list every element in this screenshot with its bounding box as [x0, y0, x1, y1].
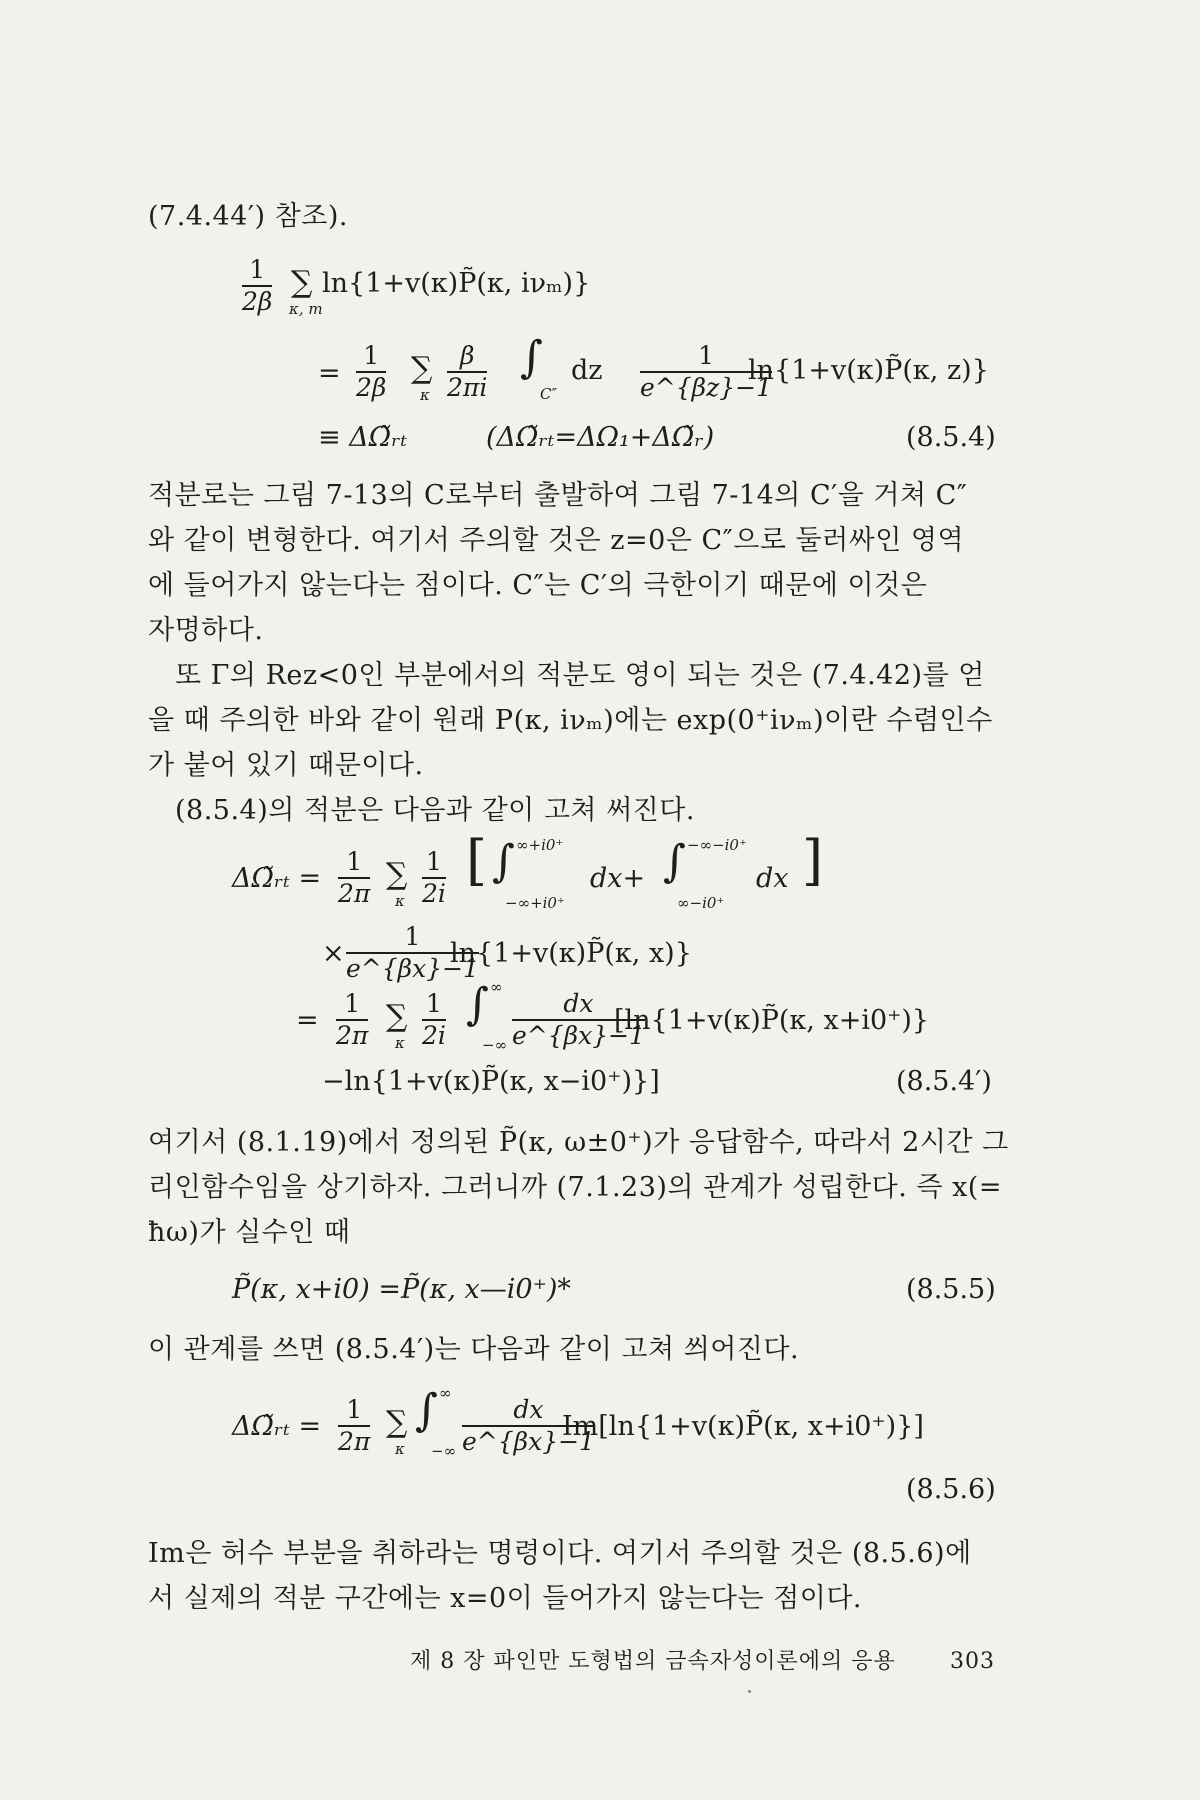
- text-line: 을 때 주의한 바와 같이 원래 P(κ, iνₘ)에는 exp(0⁺iνₘ)이란 수렴인수: [148, 705, 993, 736]
- text-line: Im은 허수 부분을 취하라는 명령이다. 여기서 주의할 것은 (8.5.6)에: [148, 1538, 972, 1569]
- eq2-fraction-f: dx e^{βx}−1: [512, 989, 645, 1051]
- differential: dz: [571, 355, 603, 386]
- eq1-fraction-d: 1 e^{βz}−1: [640, 341, 773, 403]
- left-bracket: [: [466, 829, 488, 892]
- eq2-fraction-c: 1 e^{βx}−1: [346, 922, 479, 984]
- text-line: 적분로는 그림 7-13의 C로부터 출발하여 그림 7-14의 C′을 거쳐 C″: [148, 480, 968, 511]
- equation-number: (8.5.5): [906, 1274, 996, 1305]
- eq4-body: Im[ln{1+v(κ)P̃(κ, x+i0⁺)}]: [562, 1411, 924, 1442]
- text-line: 에 들어가지 않는다는 점이다. C″는 C′의 극한이기 때문에 이것은: [148, 570, 928, 601]
- differential: dx: [756, 863, 789, 894]
- eq1-definition: (ΔΩ̃ᵣₜ=ΔΩ₁+ΔΩ̃ᵣ): [486, 422, 715, 453]
- page-number: 303: [950, 1649, 995, 1674]
- sum-index: κ: [420, 386, 430, 404]
- intro-reference: (7.4.44′) 참조).: [148, 201, 348, 232]
- integral-sign: ∫: [520, 332, 543, 383]
- equals-sign: =: [296, 1005, 319, 1036]
- text-line: 리인함수임을 상기하자. 그러니까 (7.1.23)의 관계가 성립한다. 즉 x(=: [148, 1172, 1002, 1203]
- eq2-lhs: ΔΩ̃ᵣₜ =: [232, 863, 322, 894]
- eq1-line1-body: ln{1+v(κ)P̃(κ, iνₘ)}: [322, 268, 591, 299]
- eq1-fraction-a: 1 2β: [242, 255, 273, 317]
- text-line: 자명하다.: [148, 615, 264, 646]
- eq1-line3-lhs: ≡ ΔΩ̃ᵣₜ: [318, 422, 408, 453]
- differential: dx+: [590, 863, 646, 894]
- integral-lower-limit: −∞+i0⁺: [505, 894, 565, 912]
- integral-upper-limit: ∞: [439, 1384, 452, 1402]
- equation-number: (8.5.6): [906, 1474, 996, 1505]
- integral-lower-limit: −∞: [431, 1442, 457, 1460]
- integral-contour: C″: [540, 385, 558, 403]
- paragraph-rewrite: (8.5.4)의 적분은 다음과 같이 고쳐 써진다.: [175, 795, 695, 826]
- sum-index: κ: [395, 1440, 405, 1458]
- equation-number: (8.5.4′): [896, 1066, 992, 1097]
- equals-sign: =: [318, 358, 341, 389]
- integral-upper-limit: −∞−i0⁺: [687, 836, 747, 854]
- right-bracket: ]: [802, 829, 824, 892]
- summation-sign: ∑: [411, 351, 433, 386]
- integral-upper-limit: ∞+i0⁺: [516, 836, 564, 854]
- integral-lower-limit: ∞−i0⁺: [677, 894, 725, 912]
- integral-sign: ∫: [466, 979, 489, 1030]
- text-line: ħω)가 실수인 때: [148, 1217, 351, 1248]
- eq2-fraction-b: 1 2i: [422, 847, 446, 909]
- summation-sign: ∑: [291, 265, 313, 300]
- eq4-fraction-b: dx e^{βx}−1: [462, 1395, 595, 1457]
- eq2-line4-body: −ln{1+v(κ)P̃(κ, x−i0⁺)}]: [322, 1066, 660, 1097]
- eq2-fraction-a: 1 2π: [338, 847, 371, 909]
- equation-number: (8.5.4): [906, 422, 996, 453]
- summation-sign: ∑: [386, 1405, 408, 1440]
- text-line: 와 같이 변형한다. 여기서 주의할 것은 z=0은 C″으로 둘러싸인 영역: [148, 525, 965, 556]
- eq2-line2-body: ln{1+v(κ)P̃(κ, x)}: [450, 938, 692, 969]
- integral-sign: ∫: [663, 836, 686, 887]
- summation-sign: ∑: [386, 857, 408, 892]
- eq1-line2-body: ln{1+v(κ)P̃(κ, z)}: [748, 355, 989, 386]
- times-sign: ×: [322, 938, 345, 969]
- paragraph-relation: 이 관계를 쓰면 (8.5.4′)는 다음과 같이 고쳐 씌어진다.: [148, 1334, 800, 1365]
- chapter-title: 제 8 장 파인만 도형법의 금속자성이론에의 응용: [410, 1649, 896, 1674]
- sum-index: κ, m: [289, 300, 323, 318]
- eq3-body: P̃(κ, x+i0) =P̃(κ, x—i0⁺)*: [232, 1274, 571, 1305]
- text-line: 가 붙어 있기 때문이다.: [148, 750, 424, 781]
- integral-sign: ∫: [415, 1385, 438, 1436]
- sum-index: κ: [395, 892, 405, 910]
- eq2-fraction-d: 1 2π: [336, 989, 369, 1051]
- integral-lower-limit: −∞: [482, 1036, 508, 1054]
- text-line: 여기서 (8.1.19)에서 정의된 P̃(κ, ω±0⁺)가 응답함수, 따라서 2시간 그: [148, 1127, 1009, 1158]
- sum-index: κ: [395, 1034, 405, 1052]
- eq1-fraction-c: β 2πi: [447, 341, 488, 403]
- paper-speck: [748, 1690, 751, 1693]
- summation-sign: ∑: [386, 999, 408, 1034]
- eq1-fraction-b: 1 2β: [356, 341, 387, 403]
- integral-sign: ∫: [492, 836, 515, 887]
- integral-upper-limit: ∞: [490, 978, 503, 996]
- eq4-lhs: ΔΩ̃ᵣₜ =: [232, 1411, 322, 1442]
- eq4-fraction-a: 1 2π: [338, 1395, 371, 1457]
- text-line: 또 Γ의 Rez<0인 부분에서의 적분도 영이 되는 것은 (7.4.42)를 얻: [175, 660, 985, 691]
- eq2-fraction-e: 1 2i: [422, 989, 446, 1051]
- text-line: 서 실제의 적분 구간에는 x=0이 들어가지 않는다는 점이다.: [148, 1583, 862, 1614]
- eq2-line3-body: [ln{1+v(κ)P̃(κ, x+i0⁺)}: [614, 1005, 930, 1036]
